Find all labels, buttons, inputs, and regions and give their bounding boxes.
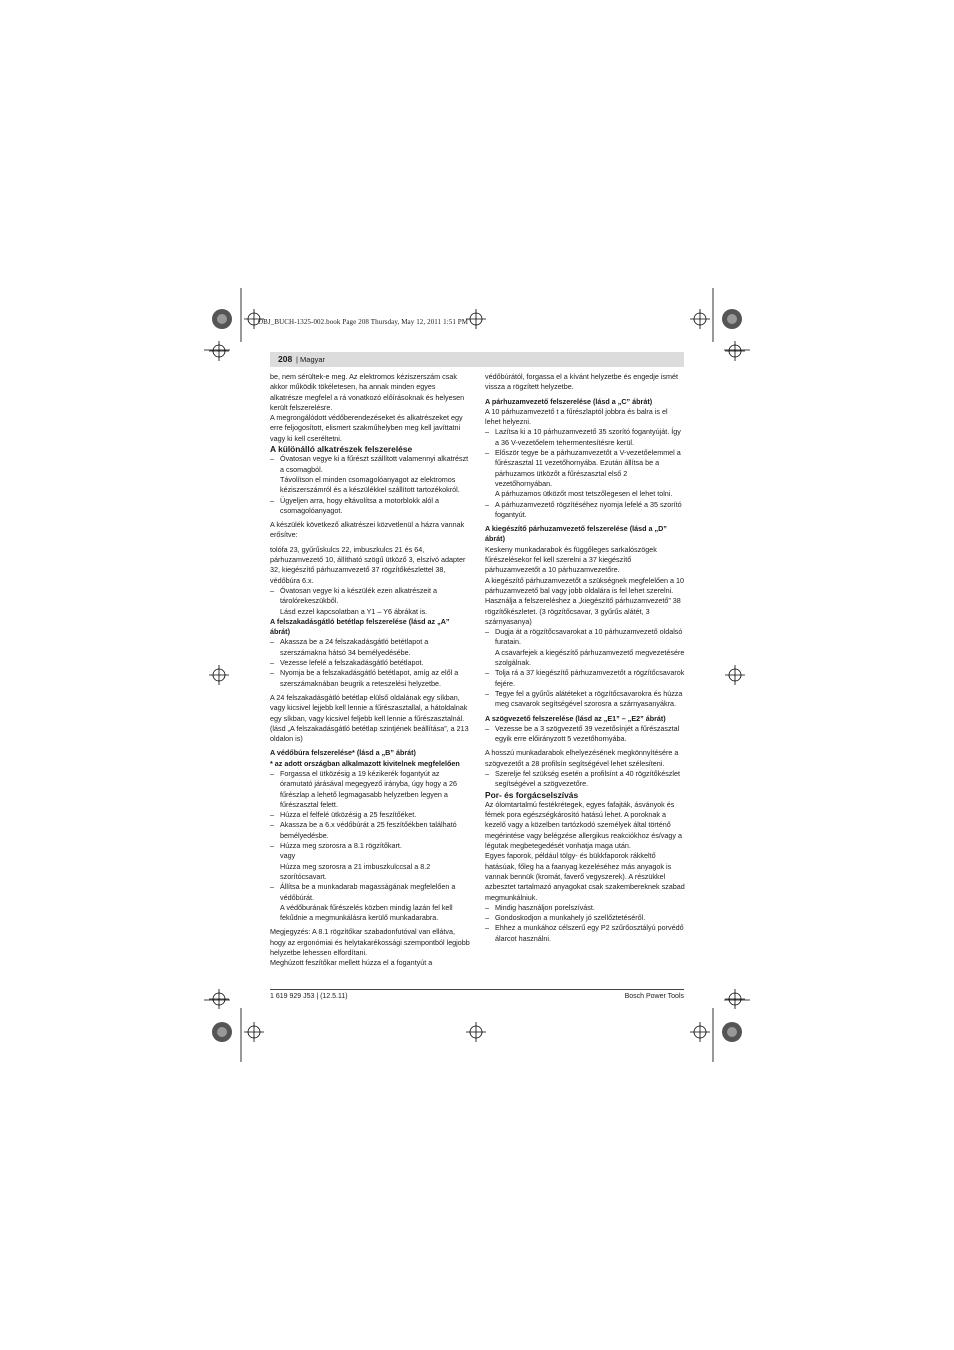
list-item-text: Tegye fel a gyűrűs alátéteket a rögzítőcsavarokra és húzza meg csavarok segítségével szorosra a szárnyasanyákra.	[495, 688, 683, 709]
list-item-text: Tolja rá a 37 kiegészítő párhuzamvezetőt a rögzítőcsavarok fejére.	[495, 668, 685, 688]
list-continuation: A párhuzamos ütközőt most tetszőlegesen el lehet tolni.	[495, 489, 673, 499]
list-item	[485, 448, 685, 489]
paragraph: A hosszú munkadarabok elhelyezésének megkönnyítésére a szögvezetőt a 28 profilsín segítségével lehet szélesíteni.	[485, 748, 679, 768]
subsection-heading: A védőbúra felszerelése* (lásd a „B” ábrát)	[270, 748, 416, 758]
subsection-note: * az adott országban alkalmazott kivitelnek megfelelően	[270, 758, 460, 768]
list-item-text: Szerelje fel szükség esetén a profilsínt a 40 rögzítőkészlet segítségével a szögvezetőre.	[495, 768, 680, 789]
list-dash: –	[270, 454, 274, 464]
paragraph: A 10 párhuzamvezető t a fűrészlaptól jobbra és balra is el lehet helyezni.	[485, 406, 668, 427]
list-dash: –	[485, 668, 489, 678]
paragraph: tolófa 23, gyűrűskulcs 22, imbuszkulcs 21 és 64, párhuzamvezető 10, állítható szögű ütköző 3, elszívó adapter 32, kiegészítő párhuzamvezető 37 rögzítőkészlettel 38, védőbúra 6.x.	[270, 544, 466, 585]
list-item-text: A párhuzamvezető rögzítéséhez nyomja lefelé a 35 szorító fogantyút.	[495, 499, 682, 519]
list-item-text: Ügyeljen arra, hogy eltávolítsa a motorblokk alól a csomagolóanyagot.	[280, 495, 440, 515]
list-item	[485, 769, 685, 790]
list-dash: –	[485, 913, 489, 923]
list-item-text: Állítsa be a munkadarab magasságának megfelelően a védőbúrát.	[280, 882, 456, 902]
list-item	[270, 496, 470, 517]
list-continuation: Távolítson el minden csomagolóanyagot az elektromos kéziszerszámról és a készülékkel szállított tartozékokról.	[280, 474, 460, 495]
list-item-text: Akassza be a 6.x védőbúrát a 25 feszítőékben található bemélyedésbe.	[280, 820, 457, 840]
list-item-text: Forgassa el ütközésig a 19 kézikerék fogantyút az óramutató járásával megegyező irányba, úgy hogy a 26 fűrészlap a lehető legmagasabb helyzetben legyen a fűrészasztal felett.	[280, 768, 457, 809]
paragraph: A készülék következő alkatrészei közvetlenül a házra vannak erősítve:	[270, 520, 465, 540]
list-dash: –	[485, 923, 489, 933]
list-dash: –	[485, 427, 489, 437]
list-item-text: Húzza meg szorosra a 8.1 rögzítőkart.	[280, 841, 402, 851]
list-dash: –	[270, 768, 274, 778]
list-item	[270, 810, 470, 820]
section-heading: A különálló alkatrészek felszerelése	[270, 444, 413, 455]
list-item	[270, 820, 470, 841]
list-item-text: Először tegye be a párhuzamvezetőt a V-vezetőelemmel a fűrészasztal 11 vezetőhornyába. Ezután állítsa be a párhuzamos ütközőt a fűrészasztal első 2 vezetőhornyában.	[495, 448, 681, 488]
subsection-heading: A kiegészítő párhuzamvezető felszerelése (lásd a „D” ábrát)	[485, 524, 667, 544]
list-item	[270, 882, 470, 903]
list-dash: –	[270, 841, 274, 851]
list-item	[270, 637, 470, 658]
list-dash: –	[485, 902, 489, 912]
list-item-text: Vezesse lefelé a felszakadásgátló betétlapot.	[280, 658, 424, 668]
list-dash: –	[270, 882, 274, 892]
paragraph: A kiegészítő párhuzamvezetőt a szükségnek megfelelően a 10 párhuzamvezető bal vagy jobb oldalára is fel lehet szerelni.	[485, 575, 684, 595]
list-item-text: Óvatosan vegye ki a készülék ezen alkatrészeit a tárolórekeszükből.	[280, 585, 438, 606]
list-item-text: Óvatosan vegye ki a fűrészt szállított valamennyi alkatrészt a csomagból.	[280, 454, 469, 474]
paragraph: A megrongálódott védőberendezéseket és alkatrészeket egy erre feljogosított, elismert szakműhelyben meg kell javíttatni vagy ki kell cseréltetni.	[270, 413, 463, 443]
list-item	[270, 841, 470, 851]
list-item	[485, 668, 685, 689]
section-language: | Magyar	[296, 354, 326, 364]
page-header-bar	[270, 352, 684, 367]
paragraph: Az ólomtartalmú festékrétegek, egyes fafajták, ásványok és fémek pora egészségkárosító hatású lehet. A poroknak a kezelő vagy a közelben tartózkodó személyek által történő megérintése vagy belégzése allergikus reakciókhoz és/vagy a légutak megbetegedését vonhatja maga után.	[485, 799, 682, 851]
list-item-text: Akassza be a 24 felszakadásgátló betétlapot a szerszámakna hátsó 34 bemélyedésébe.	[280, 637, 429, 657]
section-heading: Por- és forgácselszívás	[485, 789, 579, 800]
paragraph: Használja a felszereléshez a „kiegészítő párhuzamvezető” 38 rögzítőkészletet. (3 rögzítőcsavar, 3 gyűrűs alátét, 3 szárnyasanya)	[485, 596, 681, 626]
list-dash: –	[270, 810, 274, 820]
paragraph: A 24 felszakadásgátló betétlap elülső oldalának egy síkban, vagy kicsivel lejjebb kell lennie a fűrészasztallal, a hátoldalnak egy síkban, vagy kicsivel feljebb kell lennie a fűrészasztalnál. (lásd „A felszakadásgátló betétlap szintjének beállítása”, a 213 oldalon is)	[270, 692, 469, 744]
list-dash: –	[485, 723, 489, 733]
list-item	[270, 454, 470, 475]
list-dash: –	[270, 658, 274, 668]
list-item	[485, 689, 685, 710]
list-dash: –	[485, 499, 489, 509]
list-dash: –	[270, 820, 274, 830]
list-item	[485, 903, 685, 913]
list-item-text: Lazítsa ki a 10 párhuzamvezető 35 szorító fogantyúját. Így a 36 V-vezetőelem tehermentesítésre kerül.	[495, 427, 681, 447]
list-item	[485, 923, 685, 944]
list-continuation: A védőburának fűrészelés közben mindig lazán fel kell fekűdnie a megmunkálásra kerülő munkadarabra.	[280, 902, 453, 923]
list-item	[485, 627, 685, 648]
footer-document-id: 1 619 929 J53 | (12.5.11)	[270, 993, 348, 1000]
list-item	[270, 668, 470, 689]
list-item	[270, 658, 470, 668]
list-dash: –	[270, 585, 274, 595]
paragraph: Egyes faporok, például tölgy- és bükkfaporok rákkeltő hatásúak, főleg ha a faanyag kezeléséhez más anyagok is vannak bennük (kromát, faverő vegyszerek). A részükkel azbesztet tartalmazó anyagokat csak szakembereknek szabad megmunkálniuk.	[485, 851, 685, 902]
list-continuation: A csavarfejek a kiegészítő párhuzamvezető megvezetésére szolgálnak.	[495, 647, 685, 668]
list-dash: –	[485, 448, 489, 458]
list-item-text: Nyomja be a felszakadásgátló betétlapot, amíg az elől a szerszámaknában beugrik a reteszelési helyzetbe.	[280, 668, 459, 688]
list-item	[485, 724, 685, 745]
file-info-line: OBJ_BUCH-1325-002.book Page 208 Thursday, May 12, 2011 1:51 PM	[258, 318, 469, 326]
list-item	[485, 427, 685, 448]
list-item-text: Húzza el felfelé ütközésig a 25 feszítőéket.	[280, 810, 417, 820]
left-text-column	[270, 372, 470, 969]
list-continuation: Lásd ezzel kapcsolatban a Y1 – Y6 ábrákat is.	[280, 606, 428, 616]
list-item-text: Mindig használjon porelszívást.	[495, 902, 595, 912]
paragraph: védőbúrától, forgassa el a kívánt helyzetbe és engedje ismét vissza a rögzített helyzetbe.	[485, 372, 678, 392]
subsection-heading: A felszakadásgátló betétlap felszerelése (lásd az „A” ábrát)	[270, 616, 450, 637]
list-dash: –	[270, 637, 274, 647]
list-item-text: Gondoskodjon a munkahely jó szellőztetéséről.	[495, 913, 646, 923]
list-dash: –	[485, 627, 489, 637]
paragraph: Meghúzott feszítőkar mellett húzza el a fogantyút a	[270, 958, 433, 968]
list-item	[485, 913, 685, 923]
right-text-column	[485, 372, 685, 944]
footer-brand: Bosch Power Tools	[624, 993, 684, 1000]
list-item	[270, 769, 470, 810]
list-item	[270, 586, 470, 607]
paragraph: Keskeny munkadarabok és függőleges sarkalószögek fűrészelésekor fel kell szerelni a 37 kiegészítő párhuzamvezetőt a 10 párhuzamvezetőre.	[485, 544, 657, 575]
list-item-text: Vezesse be a 3 szögvezető 39 vezetősínjét a fűrészasztal egyik erre előirányzott 5 vezetőhornyába.	[495, 723, 680, 744]
list-dash: –	[270, 668, 274, 678]
paragraph: be, nem sérültek-e meg. Az elektromos kéziszerszám csak akkor működik tökéletesen, ha annak minden egyes alkatrésze megfelel a rá vonatkozó előírásoknak és helyesen került felszerelésre.	[270, 372, 465, 412]
subsection-heading: A párhuzamvezető felszerelése (lásd a „C” ábrát)	[485, 396, 653, 406]
page-number: 208	[278, 354, 293, 364]
list-dash: –	[270, 495, 274, 505]
list-dash: –	[485, 688, 489, 698]
subsection-heading: A szögvezető felszerelése (lásd az „E1” – „E2” ábrát)	[485, 713, 666, 723]
list-item-text: Ehhez a munkához célszerű egy P2 szűrőosztályú porvédő álarcot használni.	[495, 923, 684, 943]
list-continuation: vagy	[280, 851, 296, 861]
paragraph: Megjegyzés: A 8.1 rögzítőkar szabadonfutóval van ellátva, hogy az ergonómiai és helytakarékossági szempontból legjobb helyzetbe lehessen elfordítani.	[270, 927, 470, 958]
list-dash: –	[485, 768, 489, 778]
section-name: Magyar	[300, 354, 326, 364]
list-item-text: Dugja át a rögzítőcsavarokat a 10 párhuzamvezető oldalsó furatain.	[495, 627, 683, 647]
list-continuation: Húzza meg szorosra a 21 imbuszkulccsal a 8.2 szorítócsavart.	[280, 861, 431, 881]
footer-rule	[270, 989, 684, 990]
list-item	[485, 500, 685, 521]
